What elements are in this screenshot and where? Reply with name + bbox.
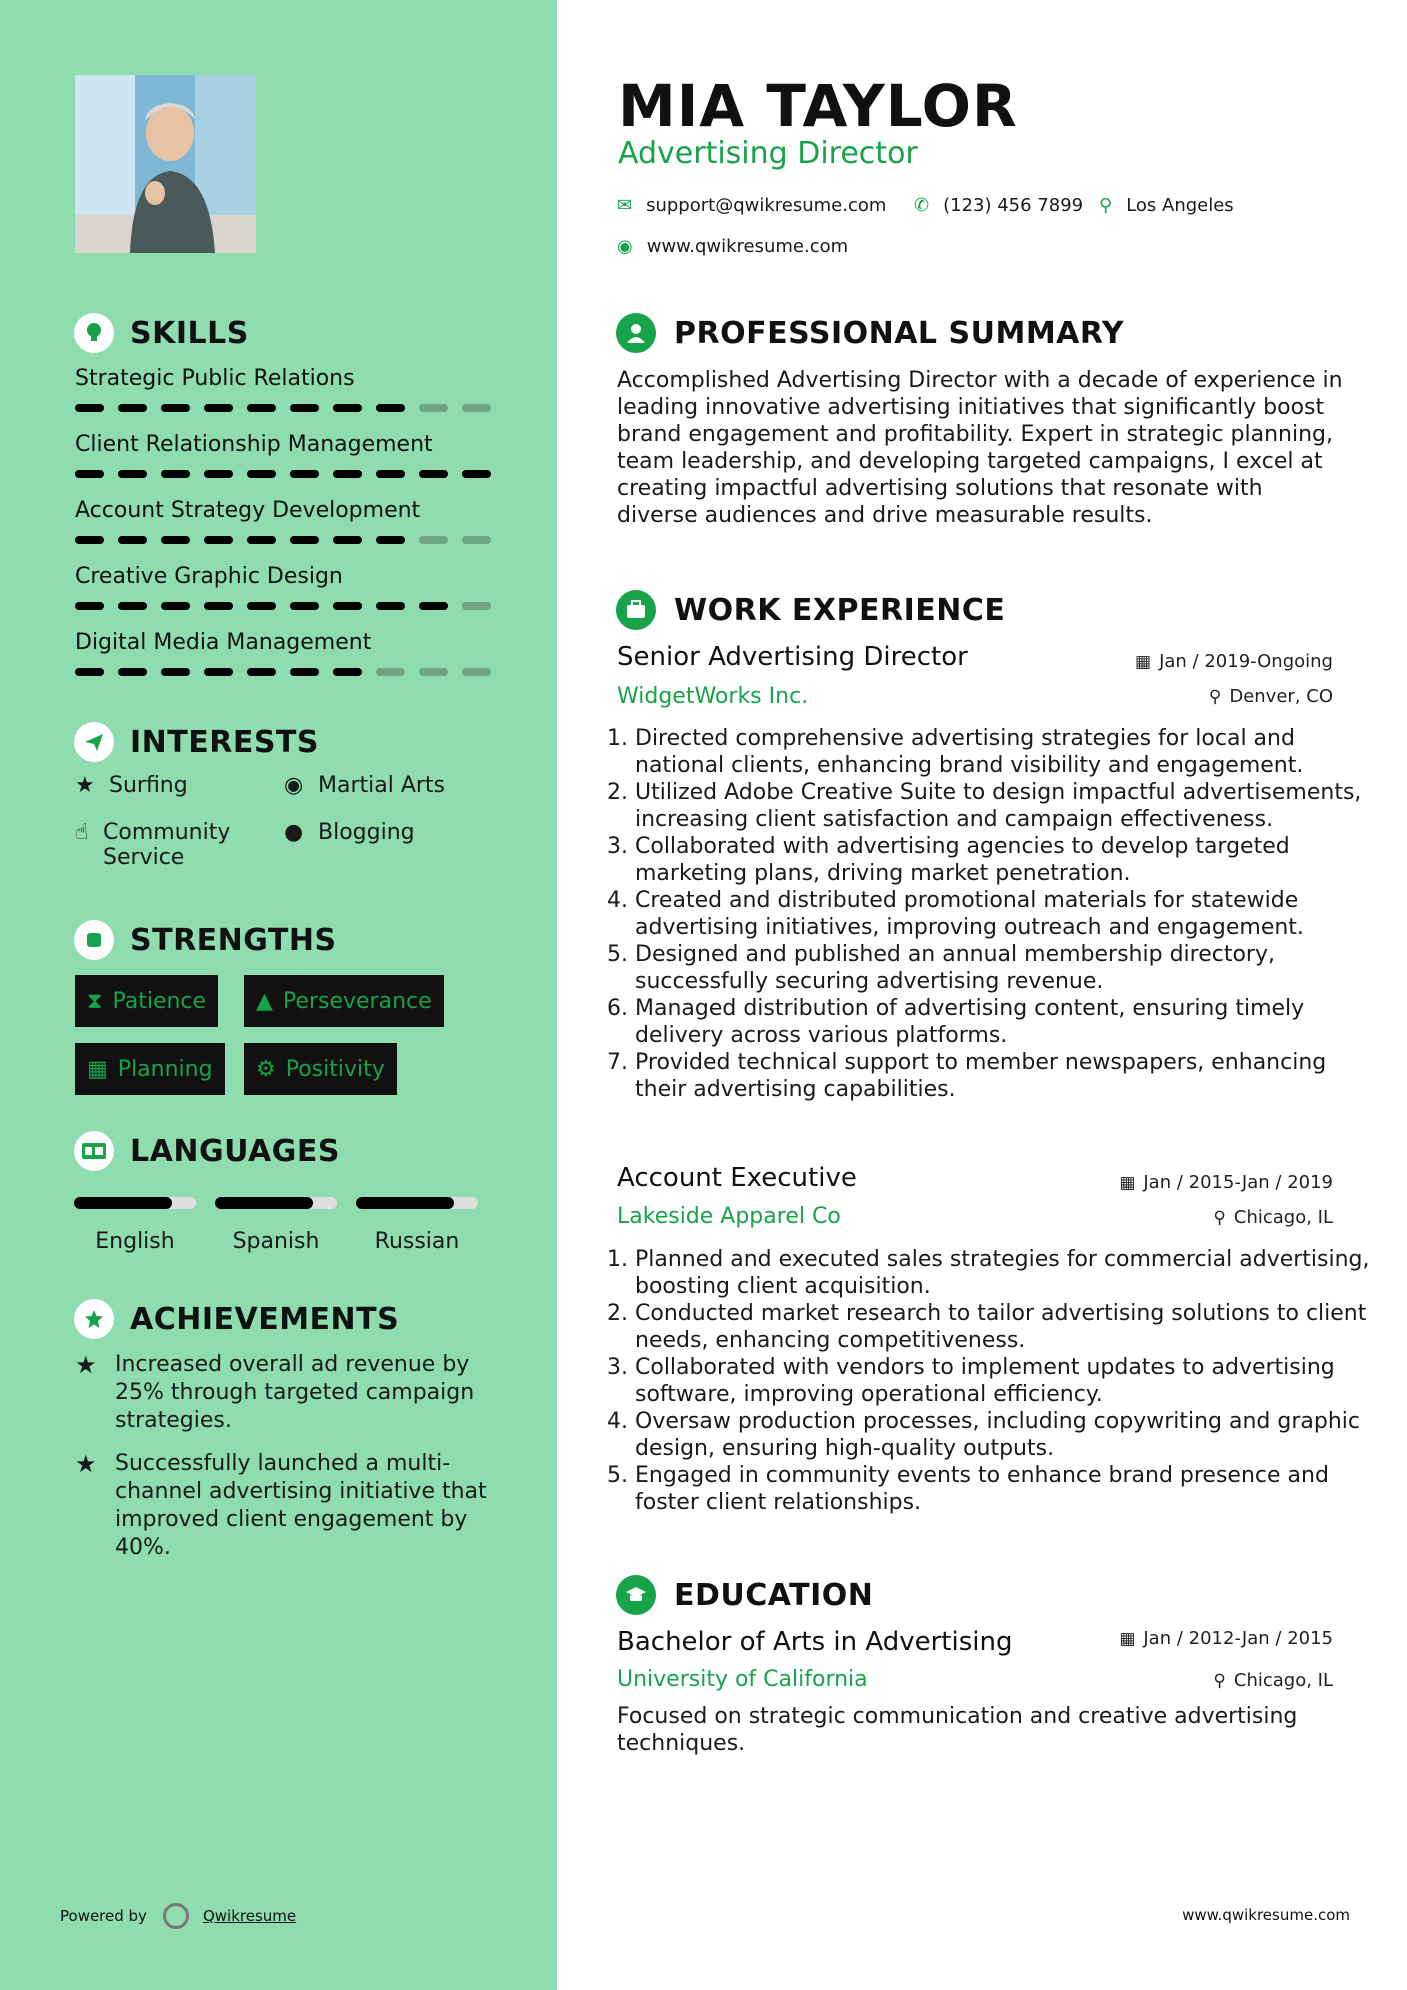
handshake-icon: ☝ [75,820,89,845]
skill-level-bar [75,536,505,544]
achievements-title: ACHIEVEMENTS [130,1301,400,1337]
strengths-heading [74,920,337,960]
summary-heading [616,313,1124,353]
job-bullet: 2. Conducted market research to tailor advertising solutions to client needs, enhancing competitiveness. [635,1300,1375,1354]
skill-level-segment [333,404,362,412]
skill-level-segment [75,404,104,412]
skill-level-segment [462,536,491,544]
pin-icon: ⚲ [1213,1670,1226,1691]
globe-icon: ◉ [284,773,304,798]
skill-level-segment [161,536,190,544]
skill-level-segment [290,404,319,412]
graduation-icon [616,1575,656,1615]
language-item: Russian [356,1197,478,1254]
skill-level-segment [161,668,190,676]
skill-level-segment [376,668,405,676]
language-bar-fill [356,1197,454,1209]
skill-level-segment [161,602,190,610]
skill-level-segment [290,668,319,676]
job-bullet: 3. Collaborated with advertising agencies to develop targeted marketing plans, driving market penetration. [635,833,1375,887]
skill-item: Account Strategy Development [75,498,505,544]
language-item: Spanish [215,1197,337,1254]
job-company: Lakeside Apparel Co [617,1204,841,1229]
education-dates: ▦ Jan / 2012-Jan / 2015 [1119,1628,1333,1649]
profile-photo [75,75,256,253]
contact-email: ✉ support@qwikresume.com [617,195,887,216]
contact-location: ⚲ Los Angeles [1099,195,1234,216]
calendar-icon: ▦ [1135,651,1152,672]
skill-level-segment [247,602,276,610]
skill-level-segment [462,404,491,412]
strength-badge: ⚙ Positivity [244,1043,397,1095]
skill-level-bar [75,602,505,610]
skill-level-segment [376,602,405,610]
contact-phone: ✆ (123) 456 7899 [914,195,1084,216]
skill-level-segment [376,536,405,544]
star-badge-icon [74,1299,114,1339]
education-text: Focused on strategic communication and creative advertising techniques. [617,1704,1298,1756]
skill-level-segment [204,602,233,610]
user-icon [616,313,656,353]
skill-level-segment [419,536,448,544]
job-dates: ▦ Jan / 2019-Ongoing [1135,651,1333,672]
skill-level-segment [161,404,190,412]
star-icon: ★ [75,1351,97,1379]
skills-heading [74,313,249,353]
skill-level-segment [419,668,448,676]
skill-level-segment [247,470,276,478]
fist-icon [74,920,114,960]
qwikresume-logo-icon [163,1903,189,1929]
education-location: ⚲ Chicago, IL [1213,1670,1333,1691]
skill-level-segment [290,470,319,478]
skill-level-segment [118,668,147,676]
skill-level-segment [247,536,276,544]
globe-icon: ◉ [617,236,633,257]
skill-level-segment [290,536,319,544]
lightbulb-icon [74,313,114,353]
experience-title: WORK EXPERIENCE [674,592,1006,628]
job-bullet: 5. Designed and published an annual membership directory, successfully securing advertising revenue. [635,941,1375,995]
strength-badge: ⧗ Patience [75,975,218,1027]
skill-level-segment [75,536,104,544]
candidate-name: MIA TAYLOR [618,72,1018,140]
skill-level-segment [333,602,362,610]
education-heading [616,1575,873,1615]
skills-title: SKILLS [130,315,249,351]
skill-level-segment [247,668,276,676]
skill-level-segment [333,470,362,478]
job-bullets [609,1246,1375,1516]
achievements-heading [74,1299,399,1339]
summary-title: PROFESSIONAL SUMMARY [674,315,1125,351]
job-bullet: 1. Directed comprehensive advertising strategies for local and national clients, enhancing brand visibility and engagement. [635,725,1375,779]
school-name: University of California [617,1667,868,1692]
interest-item: ☝ Community Service [75,820,231,870]
skill-level-segment [204,536,233,544]
skill-level-segment [204,470,233,478]
skill-level-segment [376,404,405,412]
skill-level-bar [75,470,505,478]
interests-title: INTERESTS [130,724,319,760]
strength-badge: ▦ Planning [75,1043,225,1095]
skill-level-segment [462,602,491,610]
skill-level-segment [75,602,104,610]
skill-level-segment [118,404,147,412]
skill-item: Creative Graphic Design [75,564,505,610]
skill-level-segment [118,602,147,610]
language-bar [356,1197,478,1209]
interest-item: ★ Surfing [75,773,188,798]
candidate-role: Advertising Director [618,136,918,171]
hourglass-icon: ⧗ [87,988,103,1014]
strength-badge: ▲ Perseverance [244,975,444,1027]
skill-level-segment [462,668,491,676]
pin-icon: ⚲ [1208,686,1222,707]
skill-level-segment [204,668,233,676]
powered-by: Powered by Qwikresume [60,1903,296,1929]
calendar-icon: ▦ [1119,1172,1136,1193]
job-bullet: 4. Created and distributed promotional materials for statewide advertising initiatives, improving outreach and engagement. [635,887,1375,941]
strengths-title: STRENGTHS [130,922,337,958]
achievement-item: ★ Successfully launched a multi-channel advertising initiative that improved client engagement by 40%. [75,1450,487,1560]
skill-level-segment [419,470,448,478]
job-bullet: 7. Provided technical support to member newspapers, enhancing their advertising capabilities. [635,1049,1375,1103]
map-pin-icon: ⚲ [1099,195,1113,216]
language-bar [74,1197,196,1209]
summary-text: Accomplished Advertising Director with a decade of experience in leading innovative advertising initiatives that significantly boost brand engagement and profitability. Expert in strategic planning, team leadership, and developing targeted campaigns, I excel at creating impactful advertising solutions that resonate with diverse audiences and drive measurable results. [617,368,1343,528]
skill-level-segment [290,602,319,610]
gear-icon: ⚙ [256,1056,276,1082]
degree-title: Bachelor of Arts in Advertising [617,1627,1013,1657]
job-bullets [609,725,1375,1103]
skill-level-segment [75,668,104,676]
language-bar-fill [215,1197,313,1209]
education-title: EDUCATION [674,1577,874,1613]
job-bullet: 4. Oversaw production processes, including copywriting and graphic design, ensuring high-quality outputs. [635,1408,1375,1462]
skill-level-segment [419,602,448,610]
paper-plane-icon [74,722,114,762]
envelope-icon: ✉ [617,195,633,216]
star-icon: ★ [75,773,95,798]
interest-item: ● Blogging [284,820,415,845]
pin-icon: ⚲ [1213,1207,1226,1228]
job-location: ⚲ Denver, CO [1208,686,1333,707]
language-bar [215,1197,337,1209]
star-icon: ★ [75,1450,97,1478]
footer-website[interactable]: www.qwikresume.com [1182,1906,1350,1924]
skill-level-segment [247,404,276,412]
skill-level-segment [118,536,147,544]
skill-level-segment [462,470,491,478]
languages-title: LANGUAGES [130,1133,340,1169]
skill-level-segment [333,668,362,676]
calendar-icon: ▦ [87,1056,108,1082]
skill-level-segment [376,470,405,478]
contact-website: ◉ www.qwikresume.com [617,236,849,257]
job-title: Account Executive [617,1163,857,1193]
language-item: English [74,1197,196,1254]
skill-level-segment [204,404,233,412]
skill-level-segment [161,470,190,478]
skill-level-segment [118,470,147,478]
skill-level-segment [333,536,362,544]
experience-heading [616,590,1005,630]
job-bullet: 3. Collaborated with vendors to implement updates to advertising software, improving operational efficiency. [635,1354,1375,1408]
languages-heading [74,1131,340,1171]
interest-item: ◉ Martial Arts [284,773,446,798]
job-bullet: 1. Planned and executed sales strategies for commercial advertising, boosting client acquisition. [635,1246,1375,1300]
calendar-icon: ▦ [1119,1628,1136,1649]
skill-level-bar [75,668,505,676]
skill-item: Digital Media Management [75,630,505,676]
interests-heading [74,722,319,762]
skill-level-segment [75,470,104,478]
road-icon: ▲ [256,988,273,1014]
brand-link[interactable]: Qwikresume [202,1907,297,1925]
job-dates: ▦ Jan / 2015-Jan / 2019 [1119,1172,1333,1193]
language-bar-fill [74,1197,172,1209]
skill-level-bar [75,404,505,412]
job-location: ⚲ Chicago, IL [1213,1207,1333,1228]
job-bullet: 6. Managed distribution of advertising content, ensuring timely delivery across various platforms. [635,995,1375,1049]
language-icon [74,1131,114,1171]
skill-item: Client Relationship Management [75,432,505,478]
job-company: WidgetWorks Inc. [617,684,809,709]
skill-item: Strategic Public Relations [75,366,505,412]
skill-level-segment [419,404,448,412]
phone-icon: ✆ [914,195,930,216]
job-title: Senior Advertising Director [617,642,968,672]
briefcase-icon [616,590,656,630]
job-bullet: 2. Utilized Adobe Creative Suite to design impactful advertisements, increasing client satisfaction and campaign effectiveness. [635,779,1375,833]
job-bullet: 5. Engaged in community events to enhance brand presence and foster client relationships. [635,1462,1375,1516]
users-icon: ● [284,820,304,845]
achievement-item: ★ Increased overall ad revenue by 25% through targeted campaign strategies. [75,1351,475,1433]
